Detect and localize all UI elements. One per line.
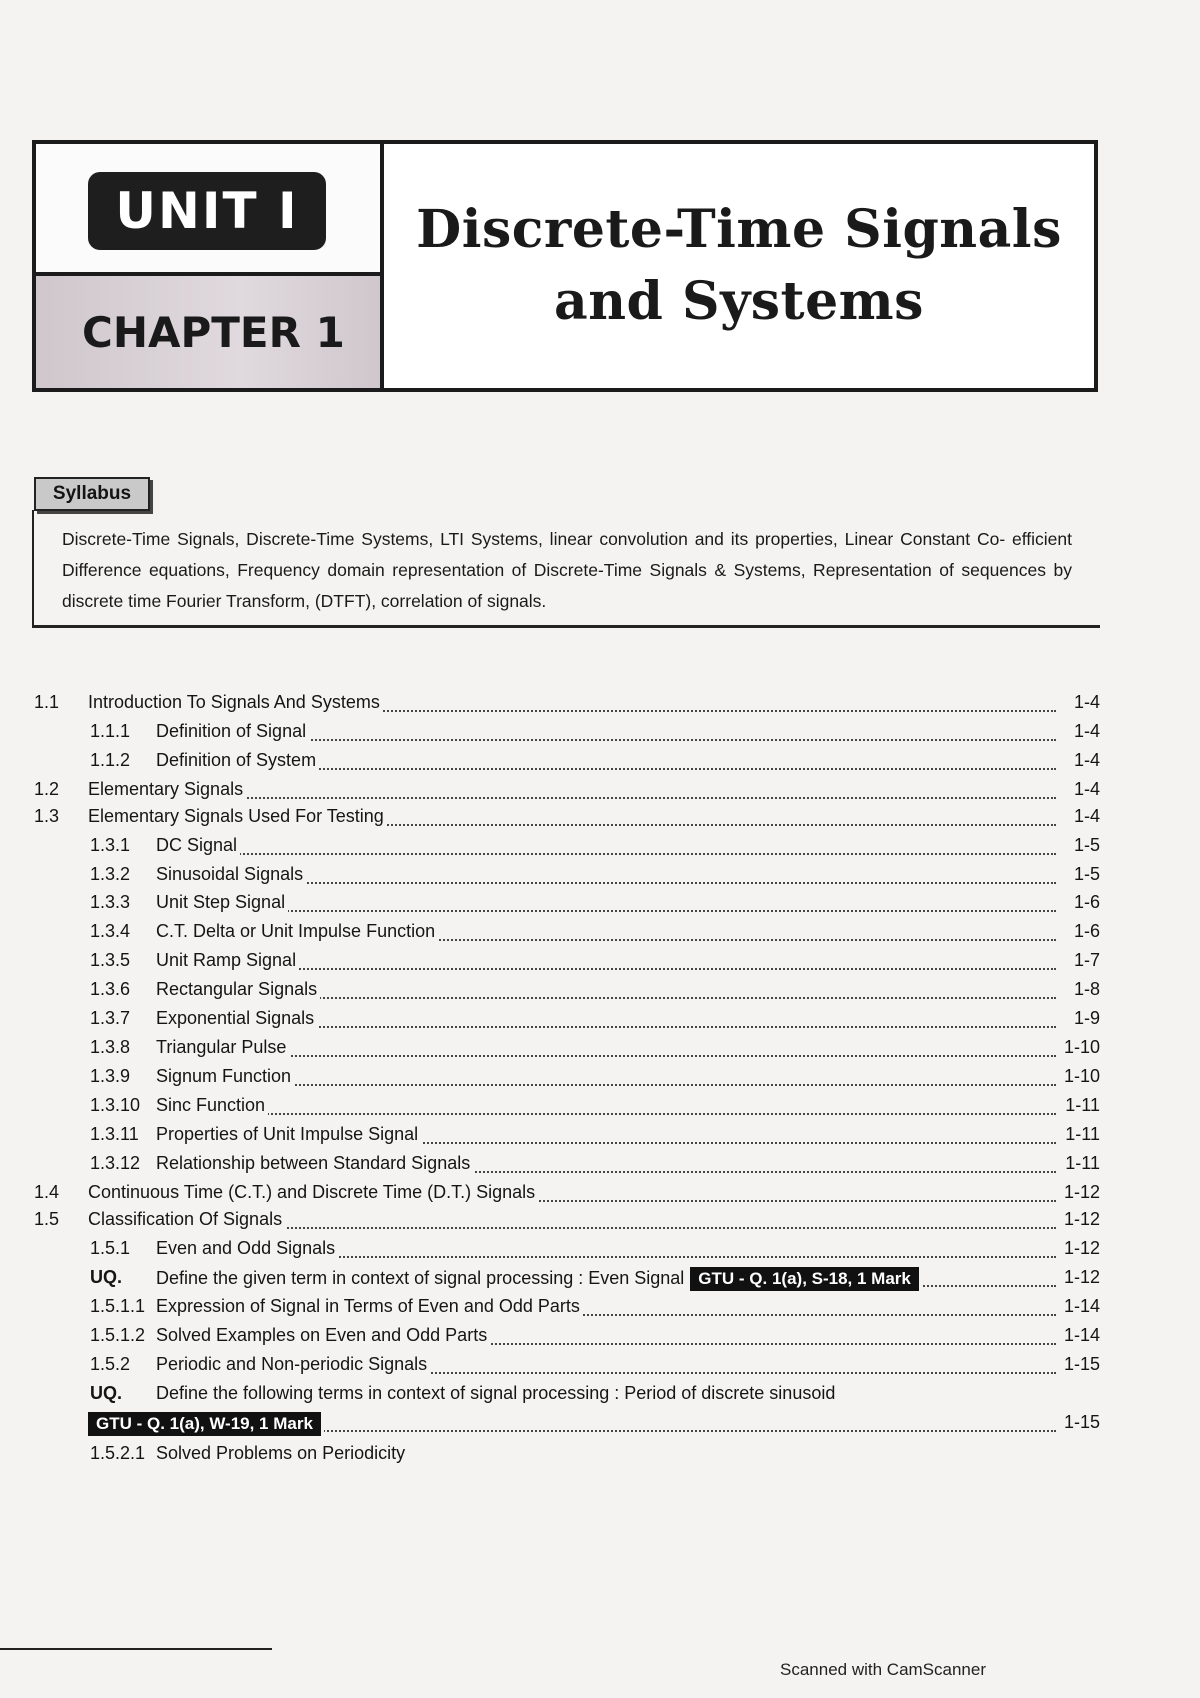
toc-page-number: 1-15: [1063, 1354, 1100, 1374]
toc-page-number: 1-12: [1063, 1209, 1100, 1229]
toc-title-text: Classification Of Signals: [88, 1209, 283, 1229]
syllabus-label: Syllabus: [34, 477, 150, 511]
toc-title: [156, 892, 288, 913]
toc-title-text: Define the following terms in context of signal processing : Period of discrete sinusoid: [156, 1383, 836, 1403]
toc-title: [156, 1095, 268, 1116]
toc-title: [88, 1412, 324, 1436]
toc-title: [156, 1354, 430, 1375]
toc-row: [0, 1412, 1200, 1440]
toc-title-text: Elementary Signals Used For Testing: [88, 806, 384, 826]
toc-page-number: 1-14: [1063, 1296, 1100, 1316]
toc-number: 1.3.1: [90, 835, 131, 855]
toc-number: UQ.: [90, 1383, 123, 1403]
toc-row: [0, 1383, 1200, 1411]
toc-number: 1.2: [34, 779, 60, 799]
toc-title-text: Signum Function: [156, 1066, 292, 1086]
toc-title-text: Relationship between Standard Signals: [156, 1153, 471, 1173]
toc-page-number: 1-12: [1063, 1182, 1100, 1202]
toc-page-number: 1-9: [1073, 1008, 1100, 1028]
toc-page-number: 1-12: [1063, 1267, 1100, 1287]
toc-title: [88, 1182, 538, 1203]
toc-title-text: Solved Examples on Even and Odd Parts: [156, 1325, 488, 1345]
toc-row: [0, 1124, 1200, 1152]
toc-number: 1.3: [34, 806, 60, 826]
toc-number: 1.4: [34, 1182, 60, 1202]
toc-number: 1.3.9: [90, 1066, 131, 1086]
toc-title: [156, 1443, 408, 1464]
toc-row: [0, 1443, 1200, 1471]
toc-title: [156, 1066, 294, 1087]
toc-title: [156, 1325, 490, 1346]
toc-page-number: 1-15: [1063, 1412, 1100, 1432]
toc-title-text: C.T. Delta or Unit Impulse Function: [156, 921, 436, 941]
toc-dot-leader: [156, 1113, 1056, 1115]
toc-title-text: Introduction To Signals And Systems: [88, 692, 380, 712]
toc-page-number: 1-12: [1063, 1238, 1100, 1258]
toc-title: [156, 1296, 583, 1317]
gtu-tag: GTU - Q. 1(a), W-19, 1 Mark: [88, 1412, 321, 1436]
chapter-title: [384, 144, 1094, 388]
toc-row: [0, 921, 1200, 949]
toc-number: 1.1.1: [90, 721, 131, 741]
toc-page-number: 1-4: [1073, 750, 1100, 770]
toc-row: [0, 779, 1200, 807]
toc-title: [88, 806, 387, 827]
toc-title-text: Define the given term in context of signal processing : Even Signal: [156, 1268, 685, 1288]
toc-page-number: 1-8: [1073, 979, 1100, 999]
chapter-label: CHAPTER 1: [36, 276, 380, 388]
toc-title-text: Definition of System: [156, 750, 317, 770]
toc-number: 1.5.2.1: [90, 1443, 146, 1463]
toc-dot-leader: [156, 1055, 1056, 1057]
toc-page-number: 1-10: [1063, 1037, 1100, 1057]
toc-title-text: Unit Ramp Signal: [156, 950, 297, 970]
toc-row: [0, 1066, 1200, 1094]
toc-title-text: Properties of Unit Impulse Signal: [156, 1124, 419, 1144]
toc-page-number: 1-11: [1065, 1153, 1100, 1173]
toc-number: 1.3.4: [90, 921, 131, 941]
gtu-tag: GTU - Q. 1(a), S-18, 1 Mark: [690, 1267, 919, 1291]
toc-row: [0, 1153, 1200, 1181]
scanner-watermark: Scanned with CamScanner: [780, 1660, 987, 1679]
toc-number: 1.5: [34, 1209, 60, 1229]
toc-page-number: 1-4: [1073, 779, 1100, 799]
toc-number: 1.3.10: [90, 1095, 141, 1115]
unit-cell: [36, 144, 380, 276]
toc-title-text: Unit Step Signal: [156, 892, 286, 912]
toc-title: [156, 921, 438, 942]
toc-number: 1.3.8: [90, 1037, 131, 1057]
toc-title-text: Periodic and Non-periodic Signals: [156, 1354, 428, 1374]
header-left-panel: [36, 144, 384, 388]
toc-title: [88, 1209, 285, 1230]
toc-row: [0, 892, 1200, 920]
toc-page-number: 1-14: [1063, 1325, 1100, 1345]
toc-dot-leader: [156, 910, 1056, 912]
toc-title: [156, 979, 320, 1000]
toc-title: [88, 779, 246, 800]
toc-page-number: 1-10: [1063, 1066, 1100, 1086]
toc-title-text: Elementary Signals: [88, 779, 244, 799]
toc-number: 1.3.2: [90, 864, 131, 884]
toc-title-text: Solved Problems on Periodicity: [156, 1443, 406, 1463]
toc-title: [156, 1037, 289, 1058]
toc-row: [0, 1182, 1200, 1210]
toc-title-text: Exponential Signals: [156, 1008, 315, 1028]
toc-title-text: Definition of Signal: [156, 721, 307, 741]
toc-page-number: 1-5: [1073, 864, 1100, 884]
toc-number: 1.1: [34, 692, 60, 712]
chapter-header: [32, 140, 1098, 392]
toc-row: [0, 1095, 1200, 1123]
toc-title: [156, 750, 319, 771]
toc-row: [0, 1008, 1200, 1036]
toc-number: 1.5.1.1: [90, 1296, 146, 1316]
toc-title-text: Expression of Signal in Terms of Even and Odd Parts: [156, 1296, 580, 1316]
toc-row: [0, 721, 1200, 749]
toc-title: [156, 1238, 338, 1259]
toc-row: [0, 1354, 1200, 1382]
toc-title-text: Triangular Pulse: [156, 1037, 287, 1057]
toc-title: [156, 1383, 838, 1404]
toc-title: [156, 1153, 473, 1174]
syllabus-text: Discrete-Time Signals, Discrete-Time Systems, LTI Systems, linear convolution and its properties, Linear Constant Co- efficient Difference equations, Frequency domain representation of Discrete-Time Signals & Systems, Representation of sequences by discrete time Fourier Transform, (DTFT), correlation of signals.: [32, 510, 1100, 628]
toc-number: 1.3.12: [90, 1153, 141, 1173]
toc-page-number: 1-5: [1073, 835, 1100, 855]
toc-number: 1.5.2: [90, 1354, 131, 1374]
toc-row: [0, 835, 1200, 863]
toc-page-number: 1-6: [1073, 892, 1100, 912]
toc-row: [0, 806, 1200, 834]
toc-row: [0, 750, 1200, 778]
toc-page-number: 1-11: [1065, 1095, 1100, 1115]
toc-title-text: DC Signal: [156, 835, 238, 855]
toc-title-text: Sinc Function: [156, 1095, 266, 1115]
toc-number: 1.5.1: [90, 1238, 131, 1258]
toc-row: [0, 1296, 1200, 1324]
toc-page-number: 1-4: [1073, 721, 1100, 741]
toc-title: [156, 950, 299, 971]
chapter-title-line-2: and Systems: [554, 271, 924, 332]
toc-title: [156, 721, 309, 742]
toc-title: [156, 864, 306, 885]
toc-row: [0, 950, 1200, 978]
toc-row: [0, 979, 1200, 1007]
toc-number: 1.3.6: [90, 979, 131, 999]
toc-title-text: Even and Odd Signals: [156, 1238, 336, 1258]
unit-badge: UNIT I: [88, 172, 326, 250]
toc-title: [88, 692, 383, 713]
toc-page-number: 1-4: [1073, 692, 1100, 712]
toc-number: 1.3.5: [90, 950, 131, 970]
toc-number: 1.1.2: [90, 750, 131, 770]
toc-title: [156, 1267, 922, 1291]
toc-title-text: Rectangular Signals: [156, 979, 318, 999]
toc-row: [0, 1209, 1200, 1237]
toc-title: [156, 835, 240, 856]
toc-title-text: Continuous Time (C.T.) and Discrete Time (D.T.) Signals: [88, 1182, 536, 1202]
toc-row: [0, 1325, 1200, 1353]
toc-dot-leader: [156, 853, 1056, 855]
toc-number: 1.3.3: [90, 892, 131, 912]
toc-title-text: Sinusoidal Signals: [156, 864, 304, 884]
toc-row: [0, 864, 1200, 892]
toc-row: [0, 1238, 1200, 1266]
toc-number: 1.3.7: [90, 1008, 131, 1028]
chapter-title-line-1: Discrete-Time Signals: [416, 199, 1062, 260]
toc-title: [156, 1124, 421, 1145]
toc-row: [0, 692, 1200, 720]
toc-row: [0, 1267, 1200, 1295]
toc-number: 1.5.1.2: [90, 1325, 146, 1345]
toc-page-number: 1-6: [1073, 921, 1100, 941]
toc-row: [0, 1037, 1200, 1065]
footer-rule: [0, 1648, 272, 1650]
toc-page-number: 1-11: [1065, 1124, 1100, 1144]
toc-title: [156, 1008, 317, 1029]
toc-page-number: 1-4: [1073, 806, 1100, 826]
toc-number: 1.3.11: [90, 1124, 139, 1144]
toc-number: UQ.: [90, 1267, 123, 1287]
toc-page-number: 1-7: [1073, 950, 1100, 970]
